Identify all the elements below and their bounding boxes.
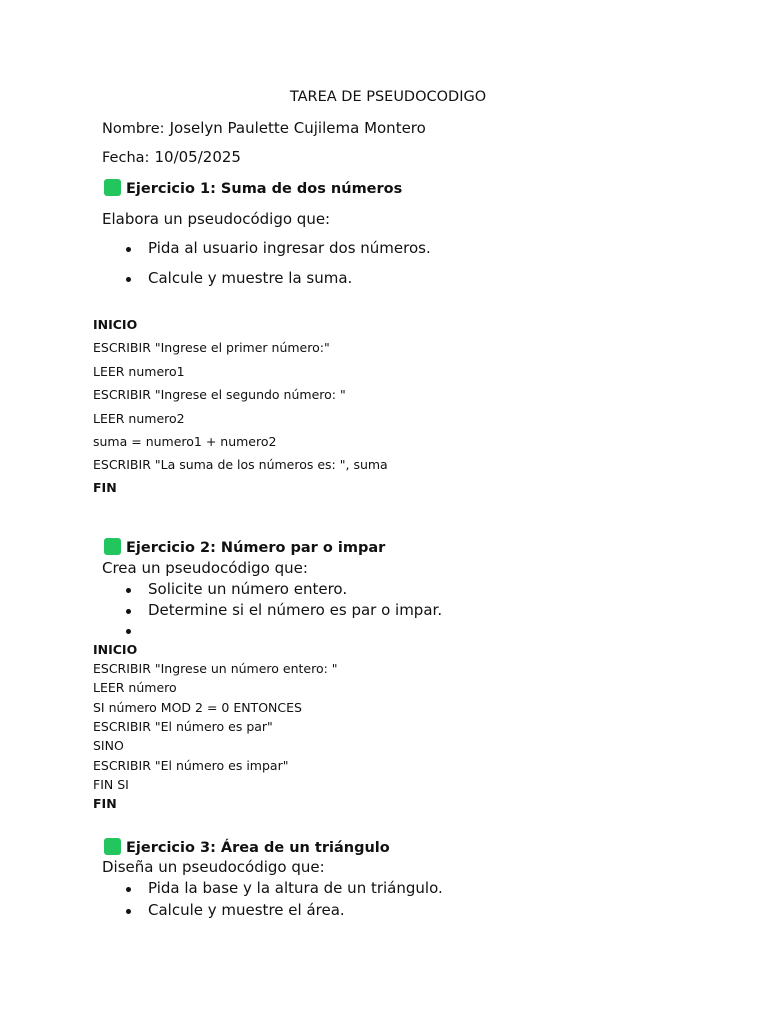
fecha-value: 10/05/2025: [154, 148, 241, 166]
green-square-icon: [104, 838, 121, 855]
ex2-code-line: FIN: [93, 796, 117, 811]
exercise-1-heading: [104, 179, 402, 197]
exercise-3-bullet-1: Pida la base y la altura de un triángulo.: [148, 879, 443, 897]
ex2-code-line: ESCRIBIR "Ingrese un número entero: ": [93, 661, 338, 676]
ex1-code-line: ESCRIBIR "La suma de los números es: ", suma: [93, 457, 388, 472]
bullet-icon: [126, 909, 131, 914]
nombre-label: Nombre:: [102, 121, 165, 137]
ex1-code-line: LEER numero1: [93, 364, 185, 379]
ex2-code-line: INICIO: [93, 642, 138, 657]
ex2-code-line: SI número MOD 2 = 0 ENTONCES: [93, 700, 302, 715]
exercise-3-title: Ejercicio 3: Área de un triángulo: [126, 840, 390, 856]
nombre-line: [102, 118, 426, 137]
nombre-value: Joselyn Paulette Cujilema Montero: [169, 119, 426, 137]
exercise-1-bullet-2: Calcule y muestre la suma.: [148, 269, 353, 287]
exercise-1-title: Ejercicio 1: Suma de dos números: [126, 181, 403, 197]
bullet-icon: [126, 629, 131, 634]
fecha-line: [102, 147, 241, 166]
bullet-icon: [126, 887, 131, 892]
exercise-2-intro: Crea un pseudocódigo que:: [102, 559, 308, 577]
exercise-2-title: Ejercicio 2: Número par o impar: [126, 540, 386, 556]
ex1-code-line: suma = numero1 + numero2: [93, 434, 277, 449]
ex1-code-line: LEER numero2: [93, 411, 185, 426]
fecha-label: Fecha:: [102, 150, 150, 166]
ex2-code-line: SINO: [93, 738, 124, 753]
exercise-1-intro: Elabora un pseudocódigo que:: [102, 210, 331, 228]
ex2-code-line: ESCRIBIR "El número es par": [93, 719, 273, 734]
bullet-icon: [126, 588, 131, 593]
exercise-3-heading: [104, 838, 390, 856]
bullet-icon: [126, 247, 131, 252]
ex1-code-line: ESCRIBIR "Ingrese el primer número:": [93, 340, 330, 355]
green-square-icon: [104, 538, 121, 555]
ex1-code-line: INICIO: [93, 317, 138, 332]
exercise-3-intro: Diseña un pseudocódigo que:: [102, 858, 325, 876]
ex2-code-line: FIN SI: [93, 777, 129, 792]
bullet-icon: [126, 277, 131, 282]
exercise-2-heading: [104, 538, 385, 556]
ex1-code-line: FIN: [93, 480, 117, 495]
exercise-3-bullet-2: Calcule y muestre el área.: [148, 901, 345, 919]
exercise-1-bullet-1: Pida al usuario ingresar dos números.: [148, 239, 431, 257]
ex2-code-line: ESCRIBIR "El número es impar": [93, 758, 289, 773]
bullet-icon: [126, 609, 131, 614]
exercise-2-bullet-2: Determine si el número es par o impar.: [148, 601, 443, 619]
green-square-icon: [104, 179, 121, 196]
exercise-2-bullet-1: Solicite un número entero.: [148, 580, 348, 598]
ex2-code-line: LEER número: [93, 680, 177, 695]
document-title: TAREA DE PSEUDOCODIGO: [289, 89, 487, 105]
ex1-code-line: ESCRIBIR "Ingrese el segundo número: ": [93, 387, 346, 402]
